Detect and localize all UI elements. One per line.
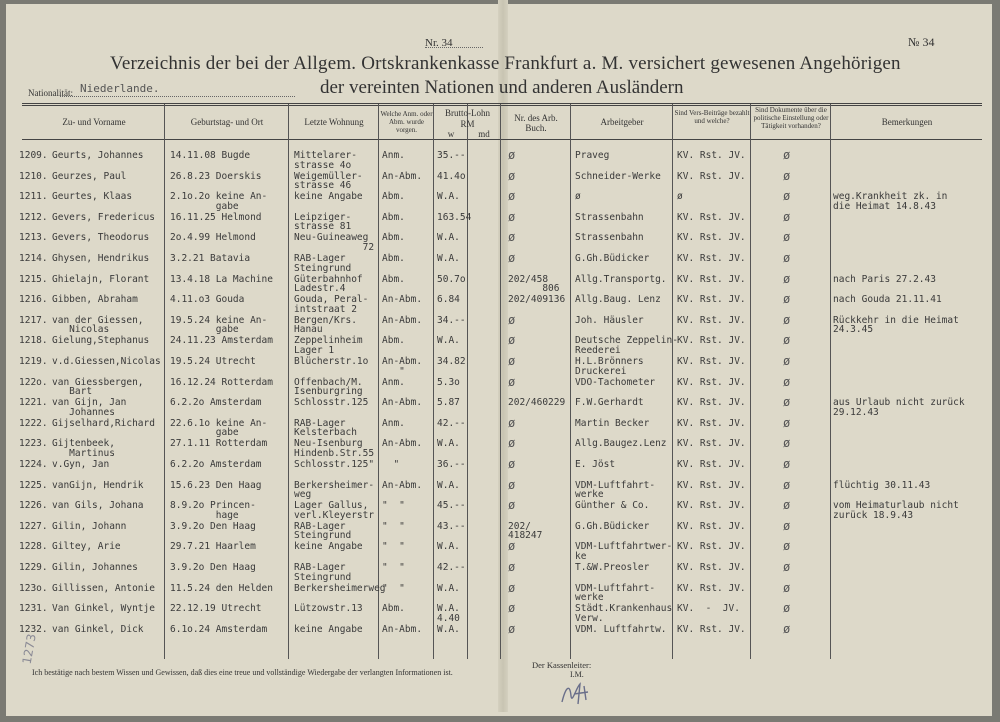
row-book-number: ø: [508, 189, 516, 204]
row-registration: Abm.: [382, 273, 405, 285]
row-documents: ø: [783, 518, 791, 533]
row-employer: F.W.Gerhardt: [575, 397, 644, 409]
row-name: Gielung,Stephanus: [52, 335, 150, 347]
row-wage: W.A. 4.40: [437, 603, 460, 624]
row-wage: W.A.: [437, 479, 460, 491]
row-registration: An-Abm.: [382, 479, 423, 491]
row-book-number: 202/ 418247: [508, 520, 543, 542]
row-book-number: ø: [508, 333, 516, 348]
row-book-number: ø: [508, 209, 516, 224]
row-wage: 163.54: [437, 211, 472, 223]
row-book-number: 202/458 806: [508, 273, 560, 295]
col-header-wage-md: md: [478, 129, 490, 139]
row-name: Gibben, Abraham: [52, 294, 138, 306]
row-number: 1209.: [19, 150, 48, 161]
signature-image: [556, 678, 596, 708]
row-name: Geurzes, Paul: [52, 170, 127, 182]
row-wage: 41.4o: [437, 170, 466, 182]
row-name: Gijtenbeek, Martinus: [52, 438, 115, 459]
row-wage: W.A.: [437, 253, 460, 264]
row-documents: ø: [783, 560, 791, 574]
row-documents: ø: [783, 395, 791, 410]
nationality-value: Niederlande.: [80, 82, 160, 95]
row-remarks: Rückkehr in die Heimat 24.3.45: [833, 314, 959, 336]
row-number: 1211.: [19, 191, 48, 203]
nationality-label: Nationalität:: [28, 88, 73, 98]
row-book-number: ø: [508, 415, 516, 430]
row-number: 1215.: [19, 273, 48, 285]
row-employer: Strassenbahn: [575, 211, 644, 223]
row-name: Gilin, Johann: [52, 520, 127, 532]
row-birth: 2o.4.99 Helmond: [170, 232, 256, 244]
table-row: [0, 518, 1000, 544]
row-employer: VDO-Tachometer: [575, 376, 656, 388]
row-wage: 5.87: [437, 397, 460, 409]
row-contributions: KV. Rst. JV.: [677, 253, 746, 264]
row-wage: 34.82: [437, 356, 466, 367]
row-registration: " ": [382, 562, 405, 573]
row-wage: W.A.: [437, 541, 460, 553]
table-row: [0, 292, 1000, 317]
row-wage: 6.84: [437, 294, 460, 306]
row-number: 1225.: [19, 479, 48, 491]
page-number-right: № 34: [908, 35, 935, 49]
row-contributions: KV. Rst. JV.: [677, 541, 746, 553]
table-row: [0, 498, 1000, 523]
row-wage: 45.--: [437, 500, 466, 512]
row-wage: W.A.: [437, 335, 460, 347]
col-header-wage: Brutto-Lohn: [445, 108, 490, 118]
row-contributions: KV. Rst. JV.: [677, 438, 746, 450]
row-birth: 13.4.18 La Machine: [170, 273, 273, 285]
row-address: Güterbahnhof Ladestr.4: [294, 273, 363, 295]
col-header-registration: Welche Anm. oder Abm. wurde vorgen.: [380, 110, 433, 134]
row-contributions: ø: [677, 191, 683, 203]
row-number: 1216.: [19, 294, 48, 306]
row-documents: ø: [783, 580, 791, 595]
row-birth: 6.2.2o Amsterdam: [170, 459, 262, 470]
table-row: [0, 539, 1000, 564]
row-address: Neu-Isenburg Hindenb.Str.55: [294, 438, 375, 459]
row-name: van Giessbergen, Bart: [52, 376, 144, 398]
row-book-number: ø: [508, 148, 516, 162]
row-employer: VDM-Luftfahrtwer- ke: [575, 541, 673, 562]
row-employer: Deutsche Zeppelin- Reederei: [575, 335, 678, 356]
table-row: [0, 436, 1000, 461]
table-row: [0, 395, 1000, 420]
row-book-number: ø: [508, 312, 516, 327]
row-address: keine Angabe: [294, 191, 363, 203]
row-number: 1213.: [19, 232, 48, 244]
row-documents: ø: [783, 436, 791, 451]
row-book-number: ø: [508, 168, 516, 183]
row-address: keine Angabe: [294, 623, 363, 635]
row-remarks: weg.Krankheit zk. in die Heimat 14.8.43: [833, 191, 948, 212]
row-address: Gouda, Peral- intstraat 2: [294, 294, 369, 315]
row-book-number: ø: [508, 539, 516, 554]
row-book-number: ø: [508, 251, 516, 265]
row-registration: An-Abm.: [382, 438, 423, 450]
row-documents: ø: [783, 230, 791, 245]
row-address: Berkersheimer- weg: [294, 479, 375, 501]
document-subtitle: der vereinten Nationen und anderen Ausländern: [320, 77, 684, 98]
row-documents: ø: [783, 498, 791, 513]
row-contributions: KV. Rst. JV.: [677, 582, 746, 594]
row-name: Gillissen, Antonie: [52, 582, 155, 594]
row-contributions: KV. Rst. JV.: [677, 314, 746, 326]
row-birth: 26.8.23 Doerskis: [170, 170, 262, 182]
row-birth: 19.5.24 Utrecht: [170, 356, 256, 367]
row-wage: 50.7o: [437, 273, 466, 285]
row-address: Weigemüller- strasse 46: [294, 170, 363, 192]
row-birth: 24.11.23 Amsterdam: [170, 335, 273, 347]
row-birth: 3.2.21 Batavia: [170, 253, 251, 264]
row-name: Ghielajn, Florant: [52, 273, 150, 285]
row-contributions: KV. Rst. JV.: [677, 273, 746, 285]
row-employer: VDM-Luftfahrt- werke: [575, 582, 656, 604]
row-registration: An-Abm.: [382, 397, 423, 409]
row-registration: " ": [382, 520, 405, 532]
row-contributions: KV. Rst. JV.: [677, 211, 746, 223]
row-address: Schlosstr.125": [294, 459, 375, 470]
row-birth: 2.1o.2o keine An- gabe: [170, 191, 268, 212]
row-number: 1212.: [19, 211, 48, 223]
row-employer: H.L.Brönners Druckerei: [575, 356, 644, 377]
row-book-number: 202/409136: [508, 294, 566, 306]
table-row: [0, 251, 1000, 276]
row-book-number: ø: [508, 477, 516, 492]
row-remarks: aus Urlaub nicht zurück 29.12.43: [833, 397, 965, 418]
row-address: Zeppelinheim Lager 1: [294, 335, 363, 356]
row-wage: W.A.: [437, 582, 460, 594]
row-registration: An-Abm.: [382, 294, 423, 306]
row-wage: W.A.: [437, 191, 460, 203]
row-birth: 29.7.21 Haarlem: [170, 541, 256, 553]
row-documents: ø: [783, 292, 791, 307]
row-registration: Abm.: [382, 253, 405, 264]
row-address: Offenbach/M. Isenburgring: [294, 376, 363, 398]
row-number: 122o.: [19, 376, 48, 388]
row-book-number: ø: [508, 601, 516, 616]
row-contributions: KV. Rst. JV.: [677, 562, 746, 573]
row-name: Geurts, Johannes: [52, 150, 144, 161]
row-birth: 27.1.11 Rotterdam: [170, 438, 268, 450]
row-address: keine Angabe: [294, 541, 363, 553]
table-row: [0, 415, 1000, 441]
nationality-line: [60, 96, 295, 97]
row-address: Lützowstr.13: [294, 603, 363, 615]
row-employer: G.Gh.Büdicker: [575, 520, 650, 532]
row-contributions: KV. - JV.: [677, 603, 740, 615]
row-remarks: vom Heimaturlaub nicht zurück 18.9.43: [833, 500, 959, 521]
page-number-line: [425, 47, 483, 48]
page-number-left: Nr. 34: [425, 37, 453, 49]
row-number: 1232.: [19, 623, 48, 635]
row-number: 1224.: [19, 459, 48, 470]
row-book-number: ø: [508, 436, 516, 451]
row-registration: Anm.: [382, 150, 405, 161]
row-wage: W.A.: [437, 623, 460, 635]
row-number: 1218.: [19, 335, 48, 347]
row-address: Lager Gallus, verl.Kleyerstr: [294, 500, 375, 521]
row-address: RAB-Lager Steingrund: [294, 520, 352, 542]
row-birth: 3.9.2o Den Haag: [170, 520, 256, 532]
row-remarks: flüchtig 30.11.43: [833, 479, 931, 491]
row-registration: An-Abm. ": [382, 356, 423, 377]
row-documents: ø: [783, 477, 791, 492]
row-registration: " ": [382, 500, 405, 512]
row-contributions: KV. Rst. JV.: [677, 397, 746, 409]
col-header-documents: Sind Dokumente über die politische Einstellung oder Tätigkeit vorhanden?: [753, 106, 829, 130]
row-contributions: KV. Rst. JV.: [677, 150, 746, 161]
row-wage: W.A.: [437, 438, 460, 450]
row-registration: ": [382, 459, 400, 470]
col-header-wage-w: w: [447, 129, 455, 139]
row-employer: Praveg: [575, 150, 610, 161]
row-book-number: ø: [508, 560, 516, 574]
row-documents: ø: [783, 415, 791, 430]
row-name: van Ginkel, Dick: [52, 623, 144, 635]
row-contributions: KV. Rst. JV.: [677, 459, 746, 470]
row-employer: Allg.Baug. Lenz: [575, 294, 661, 306]
row-address: RAB-Lager Kelsterbach: [294, 417, 357, 439]
row-number: 1226.: [19, 500, 48, 512]
row-number: 123o.: [19, 582, 48, 594]
row-documents: ø: [783, 457, 791, 471]
table-row: [0, 189, 1000, 214]
row-number: 1219.: [19, 356, 48, 367]
row-registration: An-Abm.: [382, 623, 423, 635]
row-birth: 6.2.2o Amsterdam: [170, 397, 262, 409]
row-birth: 11.5.24 den Helden: [170, 582, 273, 594]
table-header-rule: [22, 139, 982, 140]
row-birth: 16.12.24 Rotterdam: [170, 376, 273, 388]
pencil-note: 1273: [19, 632, 39, 666]
row-number: 1214.: [19, 253, 48, 264]
table-row: [0, 621, 1000, 647]
row-number: 1222.: [19, 417, 48, 429]
table-top-rule: [22, 103, 982, 104]
table-row: [0, 560, 1000, 585]
row-documents: ø: [783, 209, 791, 224]
col-header-address: Letzte Wohnung: [304, 117, 364, 127]
row-contributions: KV. Rst. JV.: [677, 294, 746, 306]
row-book-number: ø: [508, 374, 516, 389]
row-wage: 34.--: [437, 314, 466, 326]
row-contributions: KV. Rst. JV.: [677, 335, 746, 347]
row-employer: T.&W.Preosler: [575, 562, 650, 573]
row-birth: 19.5.24 keine An- gabe: [170, 314, 268, 336]
table-row: [0, 148, 1000, 173]
row-book-number: ø: [508, 230, 516, 245]
table-row: [0, 601, 1000, 626]
row-documents: ø: [783, 271, 791, 286]
row-address: Blücherstr.1o: [294, 356, 369, 367]
col-header-book: Nr. des Arb. Buch.: [514, 113, 558, 133]
row-book-number: ø: [508, 580, 516, 595]
row-name: Giltey, Arie: [52, 541, 121, 553]
row-wage: 35.--: [437, 150, 466, 161]
row-name: van Gijn, Jan Johannes: [52, 397, 127, 418]
row-birth: 4.11.o3 Gouda: [170, 294, 245, 306]
row-documents: ø: [783, 374, 791, 389]
row-birth: 6.1o.24 Amsterdam: [170, 623, 268, 635]
row-address: Neu-Guineaweg 72: [294, 232, 375, 253]
row-name: van Gils, Johana: [52, 500, 144, 512]
row-wage: 43.--: [437, 520, 466, 532]
row-name: Ghysen, Hendrikus: [52, 253, 150, 264]
row-address: Bergen/Krs. Hanau: [294, 314, 357, 336]
row-registration: " ": [382, 582, 405, 594]
row-address: RAB-Lager Steingrund: [294, 253, 352, 274]
table-top-rule-2: [22, 105, 982, 106]
row-name: van der Giessen, Nicolas: [52, 314, 144, 336]
table-row: [0, 209, 1000, 235]
col-header-birth: Geburtstag- und Ort: [190, 117, 264, 127]
row-employer: Günther & Co.: [575, 500, 650, 512]
row-name: Gevers, Theodorus: [52, 232, 150, 244]
col-header-remarks: Bemerkungen: [881, 117, 933, 127]
row-birth: 8.9.2o Princen- hage: [170, 500, 256, 521]
row-employer: Joh. Häusler: [575, 314, 644, 326]
row-employer: Allg.Baugez.Lenz: [575, 438, 667, 450]
row-registration: An-Abm.: [382, 314, 423, 326]
table-row: [0, 457, 1000, 482]
row-registration: Anm.: [382, 417, 405, 429]
row-contributions: KV. Rst. JV.: [677, 376, 746, 388]
row-registration: " ": [382, 541, 405, 553]
row-employer: G.Gh.Büdicker: [575, 253, 650, 264]
row-employer: VDM. Luftfahrtw.: [575, 623, 667, 635]
row-name: v.Gyn, Jan: [52, 459, 110, 470]
row-name: Geurtes, Klaas: [52, 191, 133, 203]
col-header-name: Zu- und Vorname: [62, 117, 126, 127]
table-row: [0, 230, 1000, 255]
row-number: 1229.: [19, 562, 48, 573]
footer-signer-label: Der Kassenleiter:: [532, 660, 592, 670]
row-documents: ø: [783, 189, 791, 204]
row-contributions: KV. Rst. JV.: [677, 170, 746, 182]
row-registration: Abm.: [382, 232, 405, 244]
row-remarks: nach Gouda 21.11.41: [833, 294, 942, 306]
row-remarks: nach Paris 27.2.43: [833, 273, 936, 285]
row-documents: ø: [783, 312, 791, 327]
row-contributions: KV. Rst. JV.: [677, 500, 746, 512]
row-documents: ø: [783, 539, 791, 554]
row-employer: VDM-Luftfahrt- werke: [575, 479, 656, 501]
row-registration: Abm.: [382, 211, 405, 223]
row-employer: Schneider-Werke: [575, 170, 661, 182]
row-employer: Allg.Transportg.: [575, 273, 667, 285]
row-wage: 5.3o: [437, 376, 460, 388]
row-employer: Städt.Krankenhaus Verw.: [575, 603, 673, 624]
footer-signer-im: I.M.: [570, 670, 584, 679]
row-number: 1227.: [19, 520, 48, 532]
row-wage: 42.--: [437, 562, 466, 573]
row-documents: ø: [783, 601, 791, 616]
row-contributions: KV. Rst. JV.: [677, 520, 746, 532]
row-number: 1231.: [19, 603, 48, 615]
row-address: Berkersheimerweg: [294, 582, 386, 594]
row-documents: ø: [783, 148, 791, 162]
row-address: Mittelarer- strasse 4o: [294, 150, 357, 171]
row-contributions: KV. Rst. JV.: [677, 232, 746, 244]
row-name: v.d.Giessen,Nicolas: [52, 356, 161, 367]
row-wage: W.A.: [437, 232, 460, 244]
row-number: 1210.: [19, 170, 48, 182]
row-registration: Abm.: [382, 191, 405, 203]
row-number: 1228.: [19, 541, 48, 553]
row-book-number: 202/460229: [508, 397, 566, 409]
row-name: Gijselhard,Richard: [52, 417, 155, 429]
row-birth: 14.11.08 Bugde: [170, 150, 251, 161]
row-name: Gilin, Johannes: [52, 562, 138, 573]
row-contributions: KV. Rst. JV.: [677, 479, 746, 491]
col-header-wage-unit: RM: [460, 119, 475, 129]
row-contributions: KV. Rst. JV.: [677, 356, 746, 367]
row-documents: ø: [783, 621, 791, 636]
row-address: RAB-Lager Steingrund: [294, 562, 352, 583]
row-name: Gevers, Fredericus: [52, 211, 155, 223]
row-employer: E. Jöst: [575, 459, 616, 470]
row-address: Schlosstr.125: [294, 397, 369, 409]
col-header-employer: Arbeitgeber: [600, 117, 644, 127]
row-book-number: ø: [508, 621, 516, 636]
row-birth: 22.12.19 Utrecht: [170, 603, 262, 615]
document-title: Verzeichnis der bei der Allgem. Ortskrankenkasse Frankfurt a. M. versichert gewesenen Angehörigen: [110, 53, 901, 74]
row-contributions: KV. Rst. JV.: [677, 623, 746, 635]
row-number: 1223.: [19, 438, 48, 450]
row-contributions: KV. Rst. JV.: [677, 417, 746, 429]
row-name: vanGijn, Hendrik: [52, 479, 144, 491]
row-birth: 22.6.1o keine An- gabe: [170, 417, 268, 439]
row-book-number: ø: [508, 498, 516, 513]
row-number: 1221.: [19, 397, 48, 409]
row-birth: 3.9.2o Den Haag: [170, 562, 256, 573]
col-header-contributions: Sind Vers-Beiträge bezahlt und welche?: [674, 109, 750, 125]
table-row: [0, 354, 1000, 379]
row-address: Leipziger- strasse 81: [294, 211, 352, 233]
table-row: [0, 312, 1000, 338]
row-book-number: ø: [508, 354, 516, 368]
row-registration: Anm.: [382, 376, 405, 388]
row-documents: ø: [783, 168, 791, 183]
footer-certification: Ich bestätige nach bestem Wissen und Gewissen, daß dies eine treue und vollständige Wiedergabe der verlangten Informationen ist.: [32, 668, 453, 677]
row-registration: An-Abm.: [382, 170, 423, 182]
row-registration: Abm.: [382, 335, 405, 347]
row-number: 1217.: [19, 314, 48, 326]
row-name: Van Ginkel, Wyntje: [52, 603, 155, 615]
row-documents: ø: [783, 354, 791, 368]
row-birth: 16.11.25 Helmond: [170, 211, 262, 223]
row-book-number: ø: [508, 457, 516, 471]
row-employer: Strassenbahn: [575, 232, 644, 244]
row-registration: Abm.: [382, 603, 405, 615]
row-documents: ø: [783, 333, 791, 348]
row-employer: Martin Becker: [575, 417, 650, 429]
row-wage: 36.--: [437, 459, 466, 470]
row-wage: 42.--: [437, 417, 466, 429]
row-birth: 15.6.23 Den Haag: [170, 479, 262, 491]
row-documents: ø: [783, 251, 791, 265]
row-employer: ø: [575, 191, 581, 203]
